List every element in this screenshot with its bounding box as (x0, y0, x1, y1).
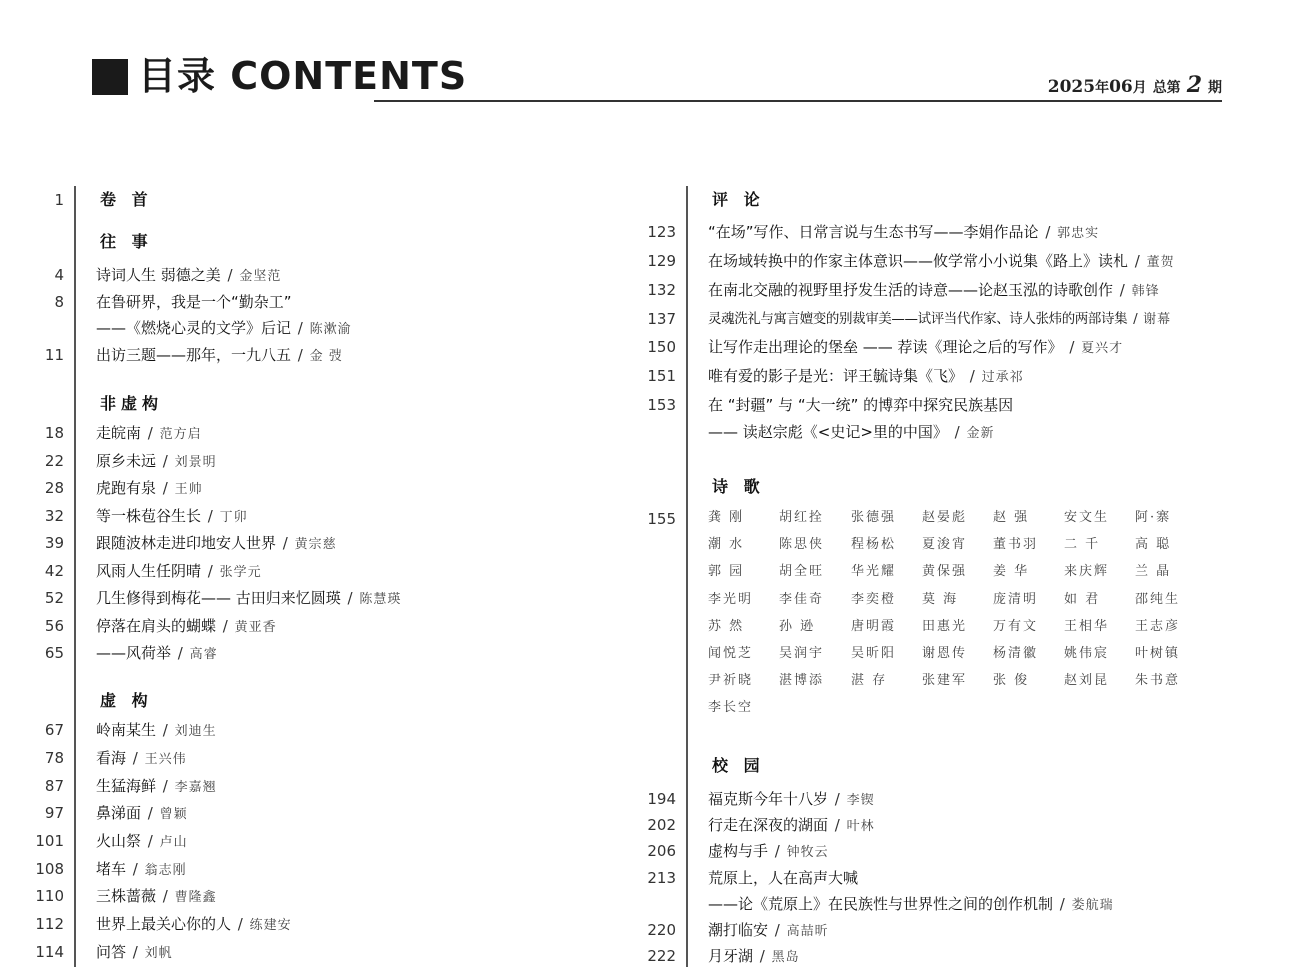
entry-title: 停落在肩头的蝴蝶 (96, 617, 217, 635)
left-divider (74, 186, 76, 967)
entry-author: 李锲 (846, 793, 875, 808)
entry-title: 看海 (96, 749, 127, 767)
entry-title: 荒原上，人在高声大喊 (708, 869, 859, 887)
toc-entry[interactable] (96, 588, 401, 610)
entry-title: 让写作走出理论的堡垒 —— 荐读《理论之后的写作》 (708, 338, 1063, 356)
entry-author: 翁志刚 (144, 863, 187, 878)
entry-author: 金 弢 (309, 349, 343, 364)
separator: / (158, 452, 173, 470)
poet-name[interactable]: 阿·寨 (1135, 510, 1172, 525)
entry-title: 福克斯今年十八岁 (708, 790, 829, 808)
issue-info (1048, 72, 1222, 98)
page-number: 52 (44, 589, 64, 607)
toc-entry[interactable] (96, 616, 277, 638)
toc-entry[interactable] (96, 748, 187, 770)
entry-title: 在场域转换中的作家主体意识——攸学常小小说集《路上》读札 (708, 252, 1129, 270)
poet-name[interactable]: 郭 园 (708, 564, 745, 580)
toc-entry[interactable] (708, 395, 1013, 415)
poet-name[interactable]: 高 聪 (1135, 537, 1172, 553)
toc-entry[interactable] (708, 251, 1175, 273)
poet-name[interactable]: 李奕橙 (851, 591, 897, 607)
toc-entry[interactable] (96, 506, 248, 528)
page-number: 67 (44, 721, 64, 739)
toc-entry[interactable] (96, 345, 343, 367)
entry-author: 张学元 (219, 565, 262, 580)
toc-entry-continued[interactable] (708, 894, 1114, 916)
entry-author: 黄宗慈 (294, 537, 337, 552)
entry-author: 刘迪生 (174, 724, 217, 739)
poet-name[interactable]: 唐明霞 (851, 618, 897, 634)
entry-author: 郭忠实 (1057, 226, 1100, 241)
separator: / (128, 860, 143, 878)
poet-name[interactable]: 杨清徽 (993, 646, 1039, 661)
page-number: 155 (647, 510, 676, 528)
toc-entry[interactable] (708, 337, 1123, 359)
toc-entry[interactable] (96, 451, 217, 473)
section-heading: 虚 构 (100, 691, 153, 710)
toc-entry[interactable] (708, 920, 829, 942)
separator: / (965, 367, 980, 385)
entry-title: 几生修得到梅花—— 古田归来忆圆瑛 (96, 589, 341, 607)
entry-author: 夏兴才 (1081, 341, 1124, 356)
toc-entry[interactable] (96, 533, 337, 555)
poet-name[interactable]: 赵 强 (993, 510, 1030, 525)
toc-entry[interactable] (96, 423, 202, 445)
page-number: 56 (44, 617, 64, 635)
toc-entry[interactable] (96, 292, 292, 312)
separator: / (293, 346, 308, 364)
poet-name[interactable]: 李光明 (708, 591, 754, 607)
entry-author: 董贺 (1146, 255, 1175, 270)
entry-title: 世界上最关心你的人 (96, 915, 232, 933)
separator: / (1129, 311, 1142, 327)
page-number: 222 (647, 947, 676, 965)
entry-title: 在鲁研界，我是一个“勤杂工” (96, 293, 292, 311)
page-number: 202 (647, 816, 676, 834)
poet-name[interactable]: 尹祈晓 (708, 673, 754, 689)
issue-number: 2 (1186, 72, 1202, 98)
page-number: 18 (44, 424, 64, 442)
entry-title: 三株蔷薇 (96, 887, 157, 905)
entry-title: 虎跑有泉 (96, 479, 157, 497)
poet-name[interactable]: 苏 然 (708, 618, 745, 634)
entry-title: 鼻涕面 (96, 804, 142, 822)
poet-name[interactable]: 陈思侠 (779, 537, 825, 553)
entry-title: 问答 (96, 943, 127, 961)
entry-author: 钟牧云 (786, 845, 829, 860)
poet-name[interactable]: 胡红拴 (779, 510, 825, 525)
poet-name[interactable]: 兰 晶 (1135, 564, 1172, 580)
poet-name[interactable]: 田惠光 (922, 618, 968, 634)
page-number: 28 (44, 479, 64, 497)
toc-entry[interactable] (96, 776, 217, 798)
right-divider (686, 186, 688, 967)
entry-author: 过承祁 (981, 370, 1024, 385)
separator: / (342, 589, 358, 607)
entry-title: 虚构与手 (708, 842, 769, 860)
page-number: 112 (35, 915, 64, 933)
page-number: 8 (54, 293, 64, 311)
entry-author: 刘景明 (174, 455, 217, 470)
toc-entry[interactable] (96, 561, 262, 583)
poet-name[interactable]: 华光耀 (851, 564, 897, 580)
entry-title: 灵魂洗礼与寓言嬗变的别裁审美——试评当代作家、诗人张炜的两部诗集 (708, 311, 1128, 327)
entry-author: 范方启 (159, 427, 202, 442)
poet-name[interactable]: 程杨松 (851, 537, 897, 553)
page-number: 213 (647, 869, 676, 887)
toc-entry[interactable] (708, 841, 829, 863)
page-number: 137 (647, 310, 676, 328)
poet-name[interactable]: 朱书意 (1135, 673, 1181, 689)
entry-title: 岭南某生 (96, 721, 157, 739)
poet-name[interactable]: 谢恩传 (922, 646, 968, 661)
page-number: 78 (44, 749, 64, 767)
page-number: 110 (35, 887, 64, 905)
separator: / (128, 749, 143, 767)
poet-name[interactable]: 李佳奇 (779, 591, 825, 607)
separator: / (158, 479, 173, 497)
poet-name[interactable]: 吴润宇 (779, 646, 825, 661)
separator: / (278, 534, 293, 552)
page-number: 129 (647, 252, 676, 270)
separator: / (143, 804, 158, 822)
toc-entry[interactable] (96, 803, 188, 825)
poet-name[interactable]: 来庆辉 (1064, 564, 1110, 580)
separator: / (233, 915, 248, 933)
page-number: 153 (647, 396, 676, 414)
entry-title: 原乡未远 (96, 452, 157, 470)
poet-name[interactable]: 王志彦 (1135, 618, 1181, 634)
entry-author: 金新 (966, 426, 995, 441)
entry-author: 高睿 (189, 647, 218, 662)
poet-name[interactable]: 李长空 (708, 700, 754, 716)
poet-name[interactable]: 王相华 (1064, 618, 1110, 634)
entry-title: 等一株苞谷生长 (96, 507, 202, 525)
toc-entry[interactable] (708, 946, 800, 968)
poet-name[interactable]: 龚 刚 (708, 510, 745, 525)
page-number: 39 (44, 534, 64, 552)
section-heading: 非虚构 (100, 394, 164, 413)
entry-author: 黑岛 (771, 950, 800, 965)
entry-author: 娄航瑞 (1071, 898, 1114, 913)
separator: / (143, 424, 158, 442)
separator: / (1040, 223, 1056, 241)
separator: / (158, 777, 173, 795)
page-number: 108 (35, 860, 64, 878)
section-heading: 评 论 (712, 190, 765, 209)
page-number: 1 (54, 191, 64, 209)
separator: / (173, 644, 188, 662)
issue-total-prefix: 总第 (1152, 80, 1181, 96)
page-number: 65 (44, 644, 64, 662)
entry-title: “在场”写作、日常言说与生态书写——李娟作品论 (708, 223, 1039, 241)
entry-author: 卢山 (159, 835, 188, 850)
page-number: 150 (647, 338, 676, 356)
separator: / (158, 721, 173, 739)
entry-title: 月牙湖 (708, 947, 754, 965)
entry-title: 火山祭 (96, 832, 142, 850)
separator: / (143, 832, 158, 850)
entry-title: ——风荷举 (96, 644, 172, 662)
entry-author: 刘帆 (144, 946, 173, 961)
toc-entry[interactable] (708, 309, 1171, 330)
page-number: 194 (647, 790, 676, 808)
page-number: 206 (647, 842, 676, 860)
separator: / (293, 319, 308, 337)
poet-name[interactable]: 莫 海 (922, 591, 959, 607)
poet-name[interactable]: 姚伟宸 (1064, 646, 1110, 661)
toc-entry[interactable] (96, 942, 173, 964)
issue-suffix: 期 (1208, 80, 1222, 96)
separator: / (830, 816, 845, 834)
section-heading: 校 园 (712, 756, 765, 775)
entry-author: 陈漱渝 (309, 322, 352, 337)
toc-entry[interactable] (708, 366, 1024, 388)
poet-name[interactable]: 二 千 (1064, 537, 1101, 553)
entry-author: 王兴伟 (144, 752, 187, 767)
poet-name[interactable]: 孙 逊 (779, 618, 816, 634)
entry-author: 黄亚香 (234, 620, 277, 635)
separator: / (770, 921, 785, 939)
entry-author: 丁卯 (219, 510, 248, 525)
header-square-mark (92, 59, 128, 95)
toc-entry[interactable] (96, 643, 218, 665)
page-title: 目录 CONTENTS (138, 54, 468, 98)
entry-title: 堵车 (96, 860, 127, 878)
entry-title: —— 读赵宗彪《<史记>里的中国》 (708, 423, 948, 441)
issue-year-suffix: 年 (1095, 80, 1110, 96)
page-number: 220 (647, 921, 676, 939)
poet-name[interactable]: 湛 存 (851, 673, 888, 689)
entry-title: 走皖南 (96, 424, 142, 442)
toc-entry[interactable] (96, 265, 281, 287)
toc-entry[interactable] (96, 831, 188, 853)
entry-author: 谢幕 (1143, 312, 1172, 327)
page-number: 101 (35, 832, 64, 850)
entry-author: 曹隆鑫 (174, 890, 217, 905)
separator: / (755, 947, 770, 965)
issue-year: 2025 (1047, 77, 1096, 97)
entry-author: 陈慧瑛 (359, 592, 402, 607)
separator: / (128, 943, 143, 961)
entry-title: 唯有爱的影子是光：评王毓诗集《飞》 (708, 367, 964, 385)
section-heading: 往 事 (100, 232, 153, 251)
separator: / (949, 423, 965, 441)
separator: / (1055, 895, 1070, 913)
entry-author: 练建安 (249, 918, 292, 933)
section-heading: 卷 首 (100, 190, 153, 209)
poet-name[interactable]: 闻悦芝 (708, 646, 754, 661)
entry-title: 在 “封疆” 与 “大一统” 的博弈中探究民族基因 (708, 396, 1014, 414)
separator: / (770, 842, 785, 860)
separator: / (1130, 252, 1145, 270)
toc-entry-continued[interactable] (708, 422, 995, 444)
issue-month-suffix: 月 (1132, 80, 1147, 96)
entry-title: ——《燃烧心灵的文学》后记 (96, 319, 292, 337)
entry-author: 金坚范 (239, 269, 282, 284)
separator: / (218, 617, 233, 635)
entry-title: 在南北交融的视野里抒发生活的诗意——论赵玉泓的诗歌创作 (708, 281, 1114, 299)
toc-entry[interactable] (708, 222, 1099, 244)
entry-author: 叶林 (846, 819, 875, 834)
separator: / (203, 562, 218, 580)
entry-title: 跟随波林走进印地安人世界 (96, 534, 277, 552)
poet-name[interactable]: 邵纯生 (1135, 591, 1181, 607)
page-number: 97 (44, 804, 64, 822)
separator: / (1064, 338, 1080, 356)
entry-author: 曾颖 (159, 807, 188, 822)
poet-name[interactable]: 庞清明 (993, 591, 1039, 607)
toc-entry[interactable] (96, 859, 187, 881)
poet-name[interactable]: 张 俊 (993, 673, 1030, 689)
poet-name[interactable]: 叶树镇 (1135, 646, 1181, 661)
poet-name[interactable]: 吴昕阳 (851, 646, 897, 661)
poet-name[interactable]: 胡全旺 (779, 564, 825, 580)
page-number: 22 (44, 452, 64, 470)
toc-entry[interactable] (708, 280, 1160, 302)
poet-name[interactable]: 赵刘昆 (1064, 673, 1110, 689)
page-number: 114 (35, 943, 64, 961)
separator: / (158, 887, 173, 905)
toc-entry-continued[interactable] (96, 318, 352, 340)
page-number: 87 (44, 777, 64, 795)
poet-name[interactable]: 潮 水 (708, 537, 745, 553)
poet-name[interactable]: 黄保强 (922, 564, 968, 580)
entry-author: 李嘉翘 (174, 780, 217, 795)
entry-title: 生猛海鲜 (96, 777, 157, 795)
toc-entry[interactable] (708, 789, 875, 811)
page-number: 32 (44, 507, 64, 525)
poet-name[interactable]: 安文生 (1064, 510, 1110, 525)
poet-name[interactable]: 赵晏彪 (922, 510, 968, 525)
separator: / (203, 507, 218, 525)
separator: / (1115, 281, 1130, 299)
poet-name[interactable]: 董书羽 (993, 537, 1039, 553)
poet-name[interactable]: 如 君 (1064, 591, 1101, 607)
separator: / (222, 266, 238, 284)
toc-entry[interactable] (96, 720, 217, 742)
page-number: 132 (647, 281, 676, 299)
poet-name[interactable]: 张建军 (922, 673, 968, 689)
poet-name[interactable]: 张德强 (851, 510, 897, 525)
entry-title: 行走在深夜的湖面 (708, 816, 829, 834)
toc-entry[interactable] (708, 868, 858, 888)
poet-name[interactable]: 万有文 (993, 618, 1039, 634)
entry-author: 韩锋 (1131, 284, 1160, 299)
issue-month: 06 (1109, 77, 1133, 97)
poet-name[interactable]: 湛博添 (779, 673, 825, 689)
entry-author: 王帅 (174, 482, 203, 497)
toc-entry[interactable] (96, 914, 292, 936)
entry-title: ——论《荒原上》在民族性与世界性之间的创作机制 (708, 895, 1054, 913)
page-number: 4 (54, 266, 64, 284)
separator: / (830, 790, 845, 808)
header-rule (374, 100, 1222, 102)
entry-title: 风雨人生任阴晴 (96, 562, 202, 580)
toc-entry[interactable] (96, 478, 203, 500)
poet-name[interactable]: 夏浚宵 (922, 537, 968, 553)
page-number: 123 (647, 223, 676, 241)
page-number: 11 (44, 346, 64, 364)
entry-title: 出访三题——那年，一九八五 (96, 346, 292, 364)
page-number: 42 (44, 562, 64, 580)
entry-title: 诗词人生 弱德之美 (96, 266, 221, 284)
entry-title: 潮打临安 (708, 921, 769, 939)
entry-author: 高喆昕 (786, 924, 829, 939)
toc-entry[interactable] (96, 886, 217, 908)
poet-name[interactable]: 姜 华 (993, 564, 1030, 580)
toc-entry[interactable] (708, 815, 875, 837)
page-number: 151 (647, 367, 676, 385)
section-heading: 诗 歌 (712, 477, 765, 496)
